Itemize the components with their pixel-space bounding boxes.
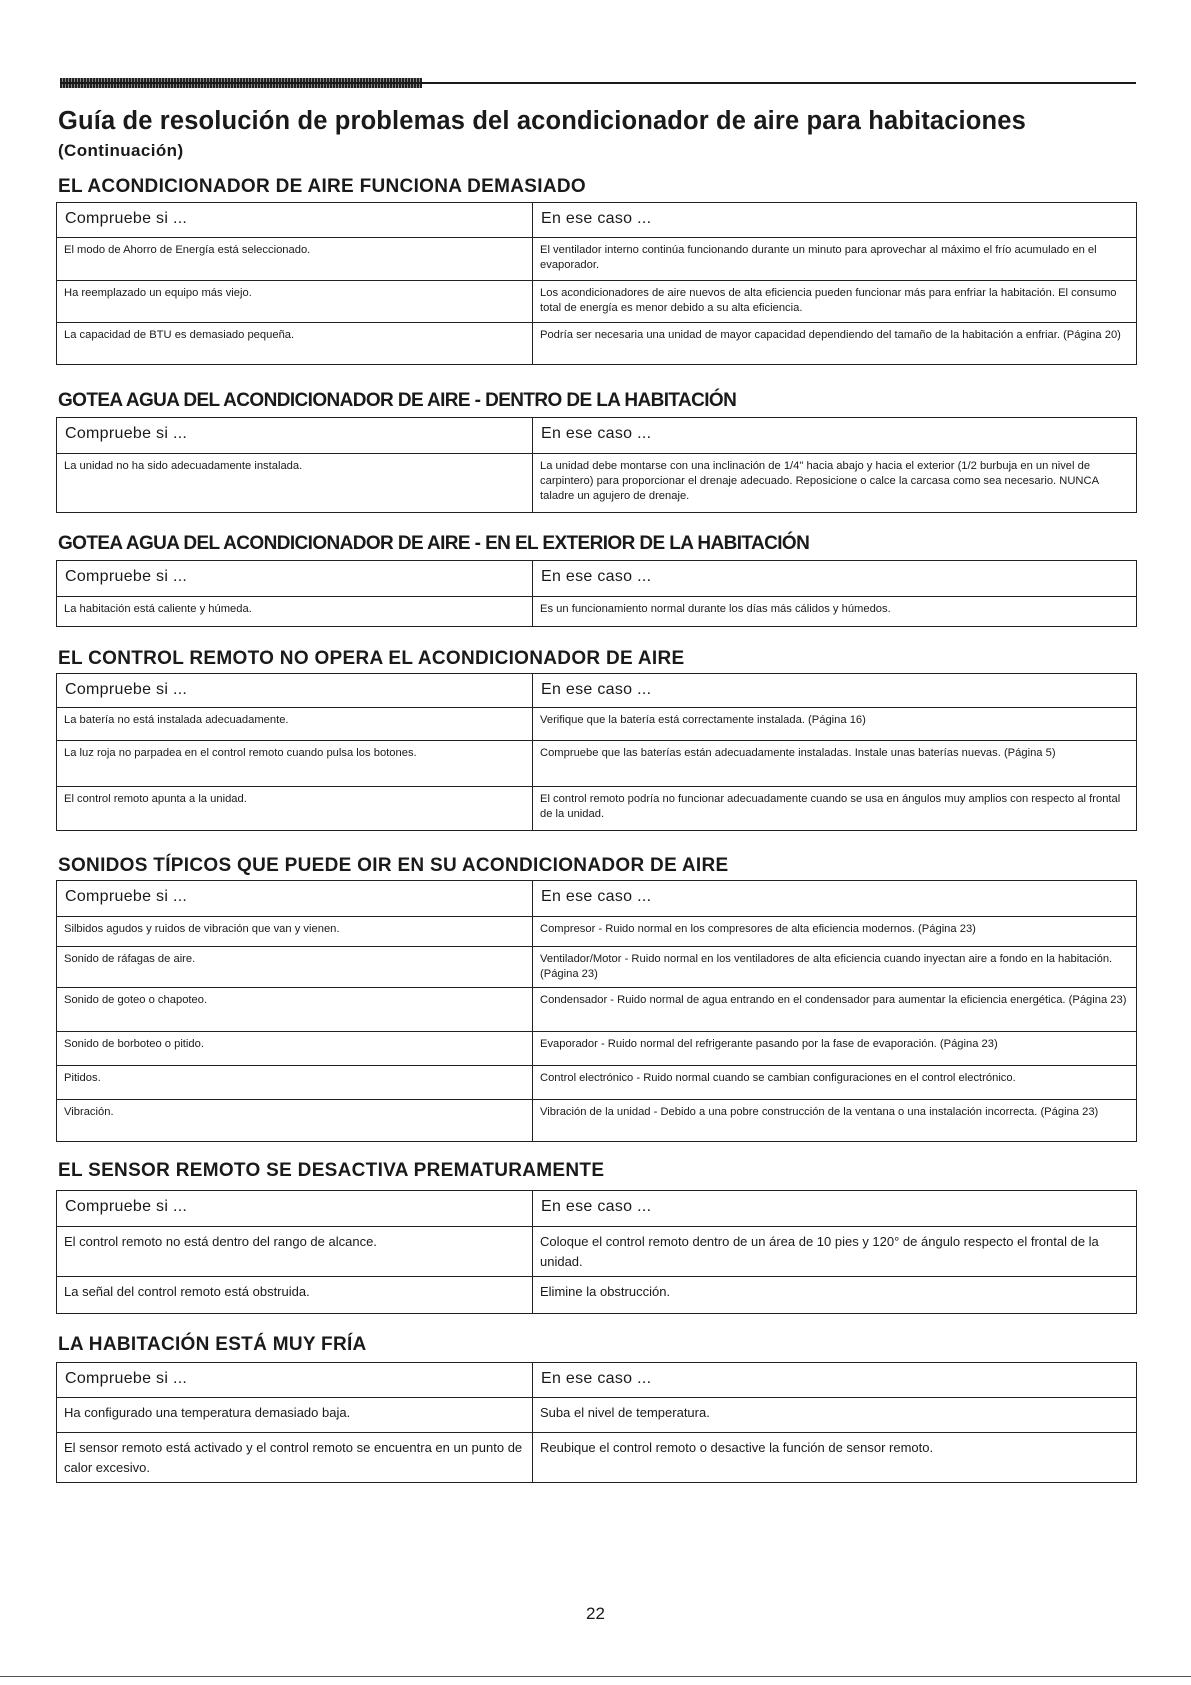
check-cell: El sensor remoto está activado y el control remoto se encuentra en un punto de calor excesivo. <box>57 1433 533 1483</box>
page-title: Guía de resolución de problemas del acondicionador de aire para habitaciones <box>58 107 1026 135</box>
check-cell: Pitidos. <box>57 1066 533 1100</box>
page-number: 22 <box>586 1604 605 1623</box>
column-header-check: Compruebe si ... <box>57 1191 533 1227</box>
check-cell: La batería no está instalada adecuadamente. <box>57 708 533 741</box>
solution-cell: Coloque el control remoto dentro de un área de 10 pies y 120° de ángulo respecto el frontal de la unidad. <box>533 1227 1137 1277</box>
table-row <box>57 281 1137 323</box>
table-leak-outside <box>56 560 1137 627</box>
solution-cell: Evaporador - Ruido normal del refrigerante pasando por la fase de evaporación. (Página 23) <box>533 1032 1137 1066</box>
check-cell: La capacidad de BTU es demasiado pequeña. <box>57 323 533 365</box>
column-header-check: Compruebe si ... <box>57 1363 533 1398</box>
column-header-then: En ese caso ... <box>533 203 1137 238</box>
check-cell: Ha configurado una temperatura demasiado baja. <box>57 1398 533 1433</box>
table-typical-sounds <box>56 880 1137 1142</box>
section-heading-runs-too-much: EL ACONDICIONADOR DE AIRE FUNCIONA DEMASIADO <box>58 176 586 197</box>
table-header-row <box>57 881 1137 917</box>
column-header-then: En ese caso ... <box>533 1363 1137 1398</box>
section-heading-leak-outside: GOTEA AGUA DEL ACONDICIONADOR DE AIRE - EN EL EXTERIOR DE LA HABITACIÓN <box>58 533 810 554</box>
solution-cell: Es un funcionamiento normal durante los días más cálidos y húmedos. <box>533 597 1137 627</box>
check-cell: La habitación está caliente y húmeda. <box>57 597 533 627</box>
table-row <box>57 238 1137 281</box>
check-cell: La unidad no ha sido adecuadamente instalada. <box>57 454 533 513</box>
section-heading-leak-inside: GOTEA AGUA DEL ACONDICIONADOR DE AIRE - DENTRO DE LA HABITACIÓN <box>58 390 737 411</box>
check-cell: El control remoto apunta a la unidad. <box>57 787 533 831</box>
solution-cell: Vibración de la unidad - Debido a una pobre construcción de la ventana o una instalación incorrecta. (Página 23) <box>533 1100 1137 1142</box>
check-cell: La luz roja no parpadea en el control remoto cuando pulsa los botones. <box>57 741 533 787</box>
column-header-then: En ese caso ... <box>533 674 1137 708</box>
solution-cell: Control electrónico - Ruido normal cuando se cambian configuraciones en el control electrónico. <box>533 1066 1137 1100</box>
solution-cell: Verifique que la batería está correctamente instalada. (Página 16) <box>533 708 1137 741</box>
section-heading-remote-control: EL CONTROL REMOTO NO OPERA EL ACONDICIONADOR DE AIRE <box>58 648 685 669</box>
table-header-row <box>57 203 1137 238</box>
table-row <box>57 787 1137 831</box>
solution-cell: Suba el nivel de temperatura. <box>533 1398 1137 1433</box>
solution-cell: El ventilador interno continúa funcionando durante un minuto para aprovechar al máximo el frío acumulado en el evaporador. <box>533 238 1137 281</box>
table-row <box>57 917 1137 947</box>
table-row <box>57 323 1137 365</box>
table-row <box>57 1227 1137 1277</box>
table-header-row <box>57 561 1137 597</box>
column-header-then: En ese caso ... <box>533 1191 1137 1227</box>
table-row <box>57 708 1137 741</box>
check-cell: Silbidos agudos y ruidos de vibración que van y vienen. <box>57 917 533 947</box>
check-cell: El modo de Ahorro de Energía está seleccionado. <box>57 238 533 281</box>
column-header-then: En ese caso ... <box>533 561 1137 597</box>
check-cell: Sonido de ráfagas de aire. <box>57 947 533 988</box>
table-header-row <box>57 1363 1137 1398</box>
table-row <box>57 947 1137 988</box>
table-row <box>57 597 1137 627</box>
column-header-check: Compruebe si ... <box>57 418 533 454</box>
footer-rule <box>0 1676 1191 1677</box>
check-cell: Sonido de goteo o chapoteo. <box>57 988 533 1032</box>
column-header-then: En ese caso ... <box>533 418 1137 454</box>
section-heading-remote-sensor: EL SENSOR REMOTO SE DESACTIVA PREMATURAMENTE <box>58 1160 605 1181</box>
table-row <box>57 1100 1137 1142</box>
solution-cell: Condensador - Ruido normal de agua entrando en el condensador para aumentar la eficiencia energética. (Página 23) <box>533 988 1137 1032</box>
solution-cell: Los acondicionadores de aire nuevos de alta eficiencia pueden funcionar más para enfriar la habitación. El consumo total de energía es menor debido a su alta eficiencia. <box>533 281 1137 323</box>
column-header-check: Compruebe si ... <box>57 674 533 708</box>
solution-cell: El control remoto podría no funcionar adecuadamente cuando se usa en ángulos muy amplios con respecto al frontal de la unidad. <box>533 787 1137 831</box>
solution-cell: Compruebe que las baterías están adecuadamente instaladas. Instale unas baterías nuevas. (Página 5) <box>533 741 1137 787</box>
column-header-check: Compruebe si ... <box>57 881 533 917</box>
check-cell: La señal del control remoto está obstruida. <box>57 1277 533 1314</box>
column-header-check: Compruebe si ... <box>57 203 533 238</box>
solution-cell: La unidad debe montarse con una inclinación de 1/4" hacia abajo y hacia el exterior (1/2 burbuja en un nivel de carpintero) para proporcionar el drenaje adecuado. Reposicione o calce la carcasa como sea necesario. NUNCA taladre un agujero de drenaje. <box>533 454 1137 513</box>
table-leak-inside <box>56 417 1137 513</box>
table-row <box>57 1032 1137 1066</box>
table-row <box>57 1277 1137 1314</box>
table-room-too-cold <box>56 1362 1137 1483</box>
table-row <box>57 1433 1137 1483</box>
solution-cell: Reubique el control remoto o desactive la función de sensor remoto. <box>533 1433 1137 1483</box>
table-row <box>57 988 1137 1032</box>
header-rule <box>60 82 1136 84</box>
check-cell: Vibración. <box>57 1100 533 1142</box>
table-header-row <box>57 1191 1137 1227</box>
check-cell: Ha reemplazado un equipo más viejo. <box>57 281 533 323</box>
table-header-row <box>57 674 1137 708</box>
table-header-row <box>57 418 1137 454</box>
table-row <box>57 741 1137 787</box>
column-header-check: Compruebe si ... <box>57 561 533 597</box>
table-row <box>57 1066 1137 1100</box>
page-subtitle: (Continuación) <box>58 141 184 160</box>
check-cell: Sonido de borboteo o pitido. <box>57 1032 533 1066</box>
table-runs-too-much <box>56 202 1137 365</box>
solution-cell: Ventilador/Motor - Ruido normal en los ventiladores de alta eficiencia cuando inyectan aire a fondo en la habitación. (Página 23) <box>533 947 1137 988</box>
table-row <box>57 454 1137 513</box>
section-heading-typical-sounds: SONIDOS TÍPICOS QUE PUEDE OIR EN SU ACONDICIONADOR DE AIRE <box>58 855 729 876</box>
column-header-then: En ese caso ... <box>533 881 1137 917</box>
table-row <box>57 1398 1137 1433</box>
solution-cell: Podría ser necesaria una unidad de mayor capacidad dependiendo del tamaño de la habitación a enfriar. (Página 20) <box>533 323 1137 365</box>
solution-cell: Elimine la obstrucción. <box>533 1277 1137 1314</box>
section-heading-room-too-cold: LA HABITACIÓN ESTÁ MUY FRÍA <box>58 1334 367 1355</box>
table-remote-control <box>56 673 1137 831</box>
check-cell: El control remoto no está dentro del rango de alcance. <box>57 1227 533 1277</box>
table-remote-sensor <box>56 1190 1137 1314</box>
solution-cell: Compresor - Ruido normal en los compresores de alta eficiencia modernos. (Página 23) <box>533 917 1137 947</box>
